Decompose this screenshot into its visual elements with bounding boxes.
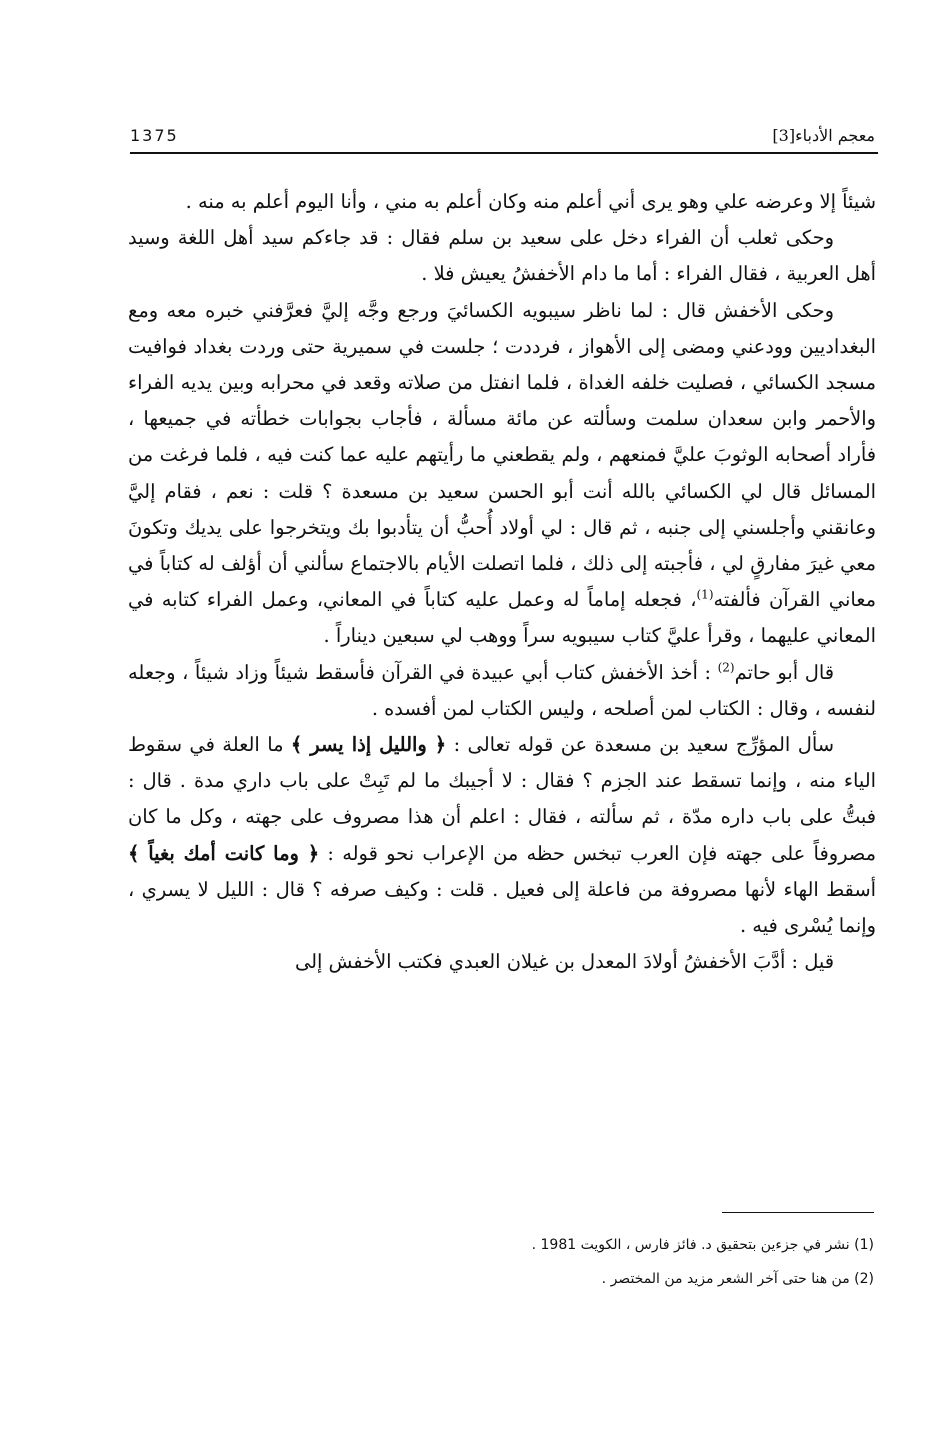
paragraph	[128, 944, 876, 980]
page-number: 1375	[130, 125, 179, 145]
text-segment: أسقط الهاء لأنها مصروفة من فاعلة إلى فعيل . قلت : وكيف صرفه ؟ قال : الليل لا يسري ، وإنما يُسْرى فيه .	[128, 877, 876, 938]
text-segment: قال أبو حاتم	[734, 660, 834, 684]
paragraph	[128, 184, 876, 220]
text-segment: وحكى ثعلب أن الفراء دخل على سعيد بن سلم فقال : قد جاءكم سيد أهل اللغة وسيد أهل العربية ، فقال الفراء : أما ما دام الأخفشُ يعيش فلا .	[128, 226, 876, 286]
footnote-2: (2) من هنا حتى آخر الشعر مزيد من المختصر .	[601, 1271, 874, 1287]
paragraph	[128, 655, 876, 727]
running-title: معجم الأدباء[3]	[772, 125, 875, 145]
paragraph	[128, 220, 876, 292]
text-segment: سأل المؤرِّج سعيد بن مسعدة عن قوله تعالى :	[446, 733, 834, 757]
page-header	[130, 122, 875, 148]
main-text	[128, 184, 876, 980]
text-segment: ، فجعله إماماً له وعمل عليه كتاباً في المعاني، وعمل الفراء كتابه في المعاني عليهما ، وقرأ عليَّ كتاب سيبويه سراً ووهب لي سبعين ديناراً .	[128, 588, 876, 648]
paragraph	[128, 727, 876, 944]
paragraph	[128, 293, 876, 655]
footnote-rule	[722, 1212, 874, 1213]
text-segment: : أخذ الأخفش كتاب أبي عبيدة في القرآن فأسقط شيئاً وزاد شيئاً ، وجعله لنفسه ، وقال : الكتاب لمن أصلحه ، وليس الكتاب لمن أفسده .	[128, 660, 876, 720]
footnote-1: (1) نشر في جزءين بتحقيق د. فائز فارس ، الكويت 1981 .	[531, 1237, 874, 1253]
text-segment: ما العلة في سقوط الياء منه ، وإنما تسقط عند الجزم ؟ فقال : لا أجيبك ما لم تَبِتْ على باب داري مدة . قال : فبتُّ على باب داره مدّة ، ثم سألته ، فقال : اعلم أن هذا مصروف على جهته ، وكل ما كان مصروفاً على جهته فإن العرب تبخس حظه من الإعراب نحو قوله :	[128, 733, 876, 865]
footnotes	[128, 1228, 874, 1296]
quran-quote: ﴿ وما كانت أمك بغياً ﴾	[128, 841, 320, 865]
text-segment: قيل : أدَّبَ الأخفشُ أولادَ المعدل بن غيلان العبدي فكتب الأخفش إلى	[294, 950, 834, 974]
header-rule	[130, 152, 878, 154]
text-segment: شيئاً إلا وعرضه علي وهو يرى أني أعلم منه وكان أعلم به مني ، وأنا اليوم أعلم به منه .	[185, 190, 876, 213]
quran-quote: ﴿ والليل إذا يسر ﴾	[290, 733, 447, 757]
footnote-reference: (2)	[717, 660, 735, 675]
footnote-reference: (1)	[696, 587, 714, 602]
text-segment: وحكى الأخفش قال : لما ناظر سيبويه الكسائيَ ورجع وجَّه إليَّ فعرَّفني خبره معه ومع البغداديين وودعني ومضى إلى الأهواز ، فرددت ؛ جلست في سميرية حتى وردت بغداد فوافيت مسجد الكسائي ، فصليت خلفه الغداة ، فلما انفتل من صلاته وقعد في محرابه وبين يديه الفراء والأحمر وابن سعدان سلمت وسألته عن مائة مسألة ، فأجاب بجوابات خطأته في جميعها ، فأراد أصحابه الوثوبَ عليَّ فمنعهم ، ولم يقطعني ما رأيتهم عليه عما كنت فيه ، فلما فرغت من المسائل قال لي الكسائي بالله أنت أبو الحسن سعيد بن مسعدة ؟ قلت : نعم ، فقام إليَّ وعانقني وأجلسني إلى جنبه ، ثم قال : لي أولاد أُحبُّ أن يتأدبوا بك ويتخرجوا على يديك وتكونَ معي غيرَ مفارقٍ لي ، فأجبته إلى ذلك ، فلما اتصلت الأيام بالاجتماع سألني أن أؤلف له كتاباً في معاني القرآن فألفته	[128, 298, 876, 612]
